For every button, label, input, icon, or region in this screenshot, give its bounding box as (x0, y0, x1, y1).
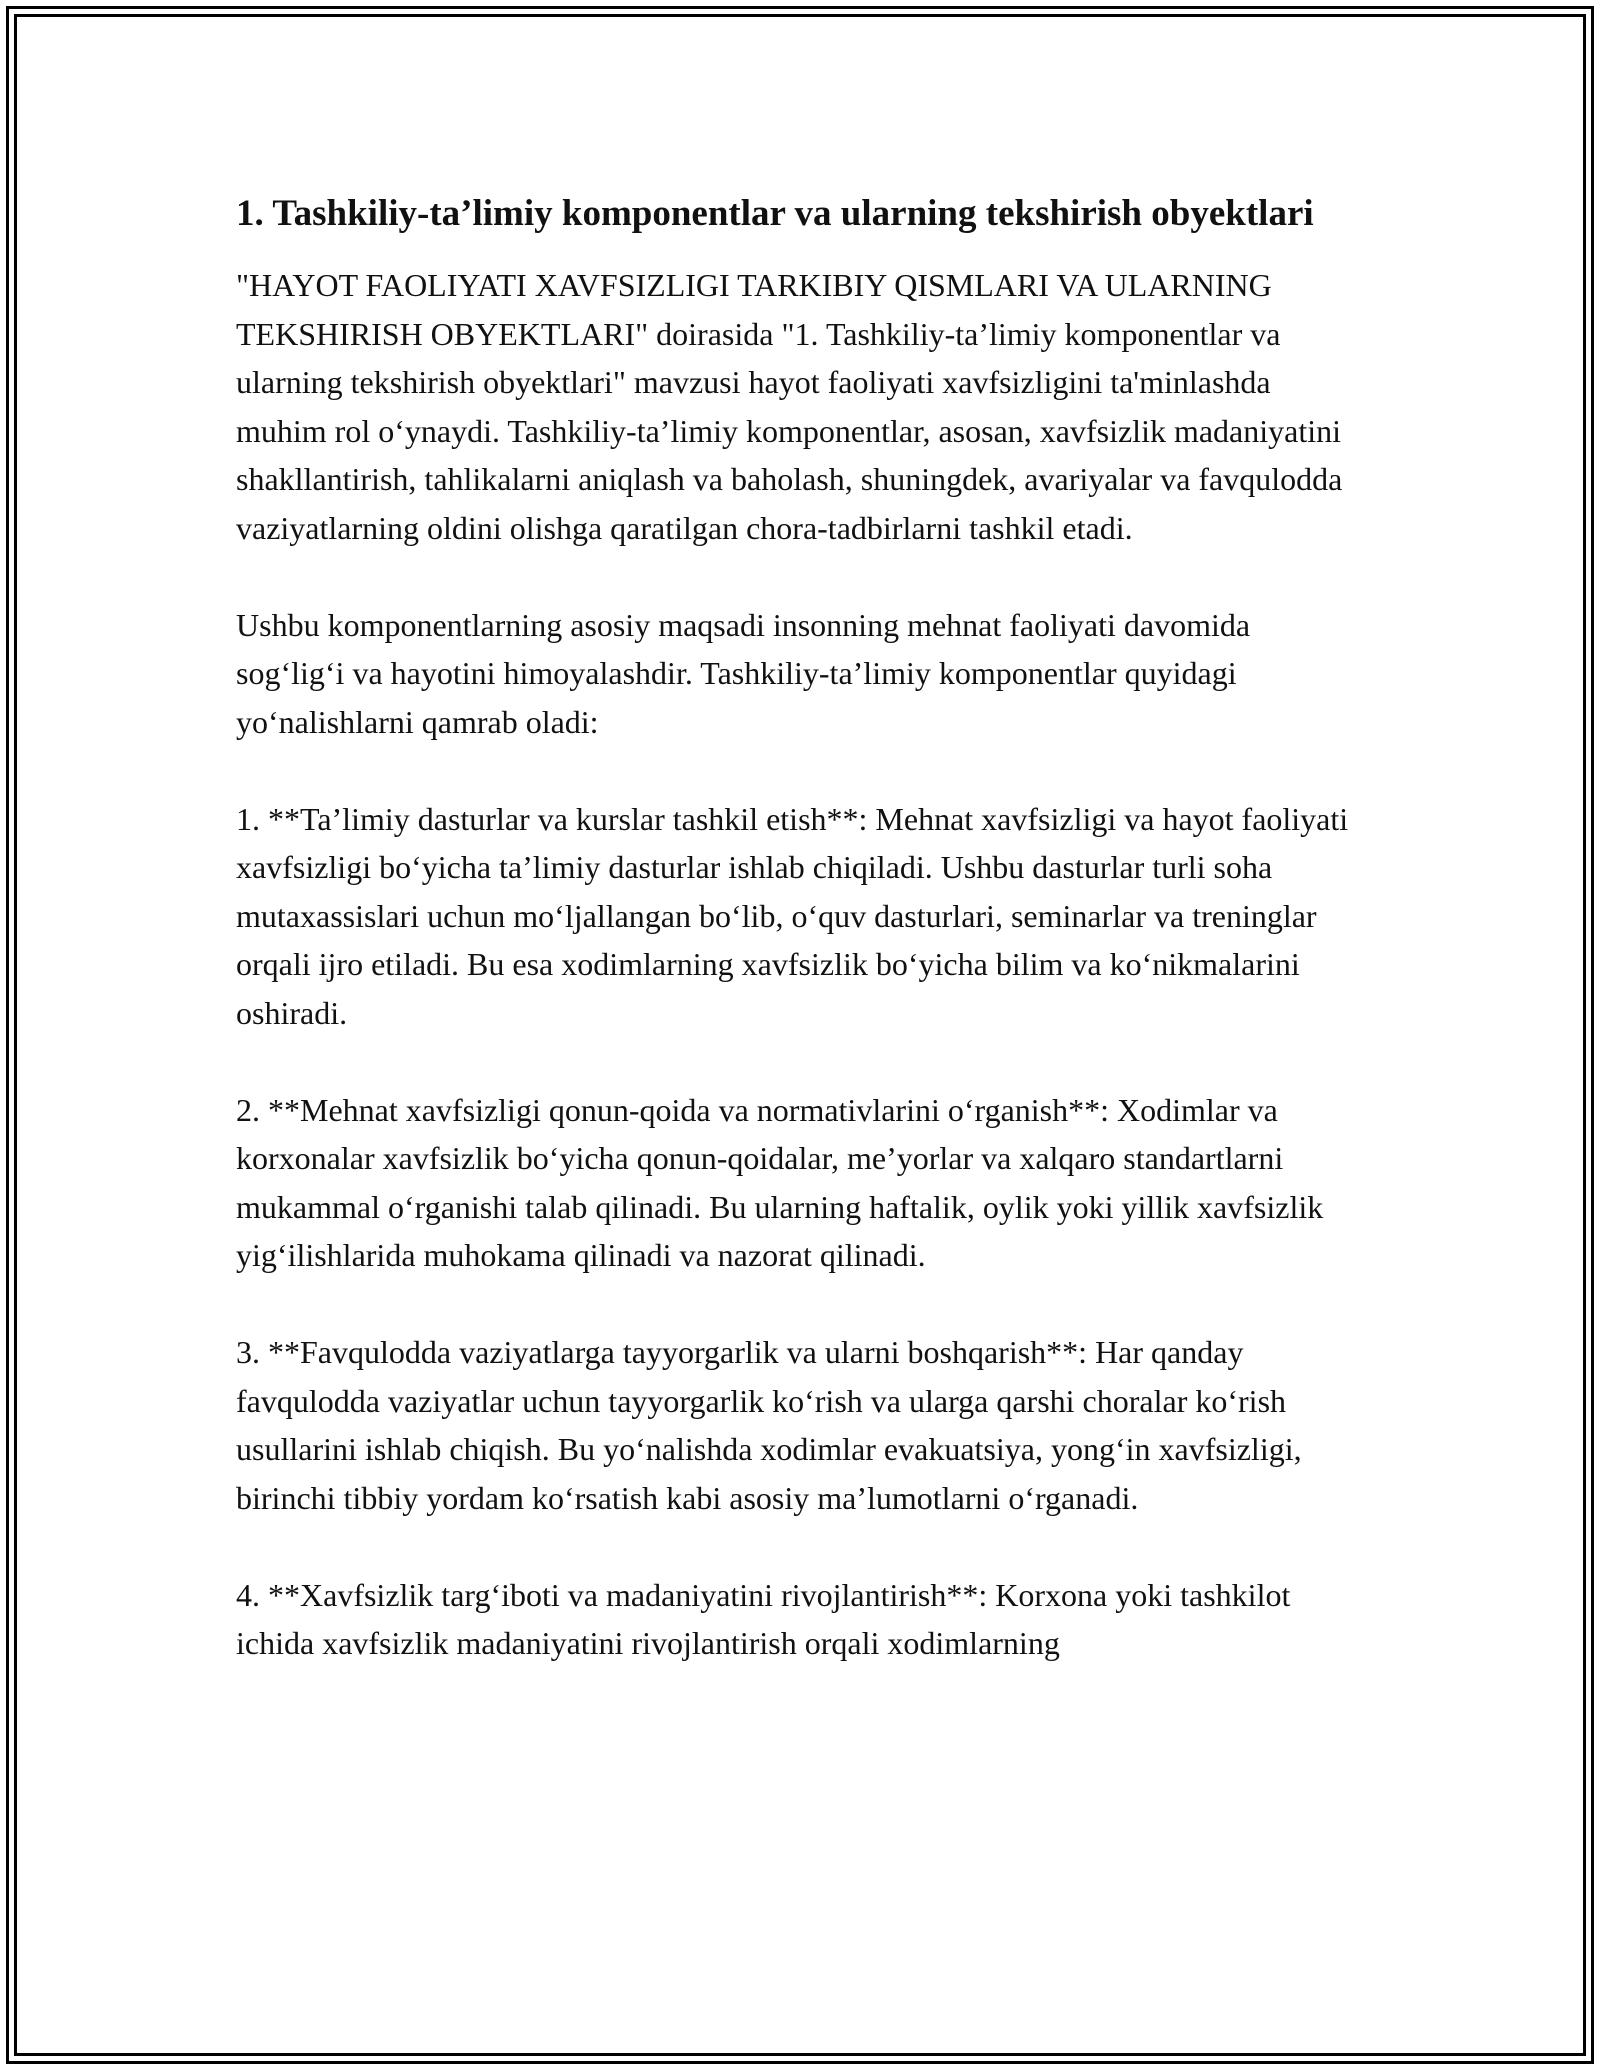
list-item-3: 3. **Favqulodda vaziyatlarga tayyorgarlik va ularni boshqarish**: Har qanday favqulodda vaziyatlar uchun tayyorgarlik ko‘rish va ularga qarshi choralar ko‘rish usullarini ishlab chiqish. Bu yo‘nalishda xodimlar evakuatsiya, yong‘in xavfsizligi, birinchi tibbiy yordam ko‘rsatish kabi asosiy ma’lumotlarni o‘rganadi. (236, 1334, 1302, 1516)
section-heading: 1. Tashkiliy-ta’limiy komponentlar va ularning tekshirish obyektlari (236, 193, 1314, 234)
document-body (236, 186, 1366, 1668)
goal-paragraph: Ushbu komponentlarning asosiy maqsadi insonning mehnat faoliyati davomida sog‘lig‘i va hayotini himoyalashdir. Tashkiliy-ta’limiy komponentlar quyidagi yo‘nalishlarni qamrab oladi: (236, 606, 1251, 740)
list-item-1: 1. **Ta’limiy dasturlar va kurslar tashkil etish**: Mehnat xavfsizligi va hayot faoliyati xavfsizligi bo‘yicha ta’limiy dasturlar ishlab chiqiladi. Ushbu dasturlar turli soha mutaxassislari uchun mo‘ljallangan bo‘lib, o‘quv dasturlari, seminarlar va treninglar orqali ijro etiladi. Bu esa xodimlarning xavfsizlik bo‘yicha bilim va ko‘nikmalarini oshiradi. (236, 800, 1349, 1031)
list-item-4: 4. **Xavfsizlik targ‘iboti va madaniyatini rivojlantirish**: Korxona yoki tashkilot ichida xavfsizlik madaniyatini rivojlantirish orqali xodimlarning (236, 1576, 1291, 1661)
list-item-2: 2. **Mehnat xavfsizligi qonun-qoida va normativlarini o‘rganish**: Xodimlar va korxonalar xavfsizlik bo‘yicha qonun-qoidalar, me’yorlar va xalqaro standartlarni mukammal o‘rganishi talab qilinadi. Bu ularning haftalik, oylik yoki yillik xavfsizlik yig‘ilishlarida muhokama qilinadi va nazorat qilinadi. (236, 1091, 1324, 1273)
intro-paragraph: "HAYOT FAOLIYATI XAVFSIZLIGI TARKIBIY QISMLARI VA ULARNING TEKSHIRISH OBYEKTLARI" doirasida "1. Tashkiliy-ta’limiy komponentlar va ularning tekshirish obyektlari" mavzusi hayot faoliyati xavfsizligini ta'minlashda muhim rol o‘ynaydi. Tashkiliy-ta’limiy komponentlar, asosan, xavfsizlik madaniyatini shakllantirish, tahlikalarni aniqlash va baholash, shuningdek, avariyalar va favqulodda vaziyatlarning oldini olishga qaratilgan chora-tadbirlarni tashkil etadi. (236, 267, 1343, 546)
